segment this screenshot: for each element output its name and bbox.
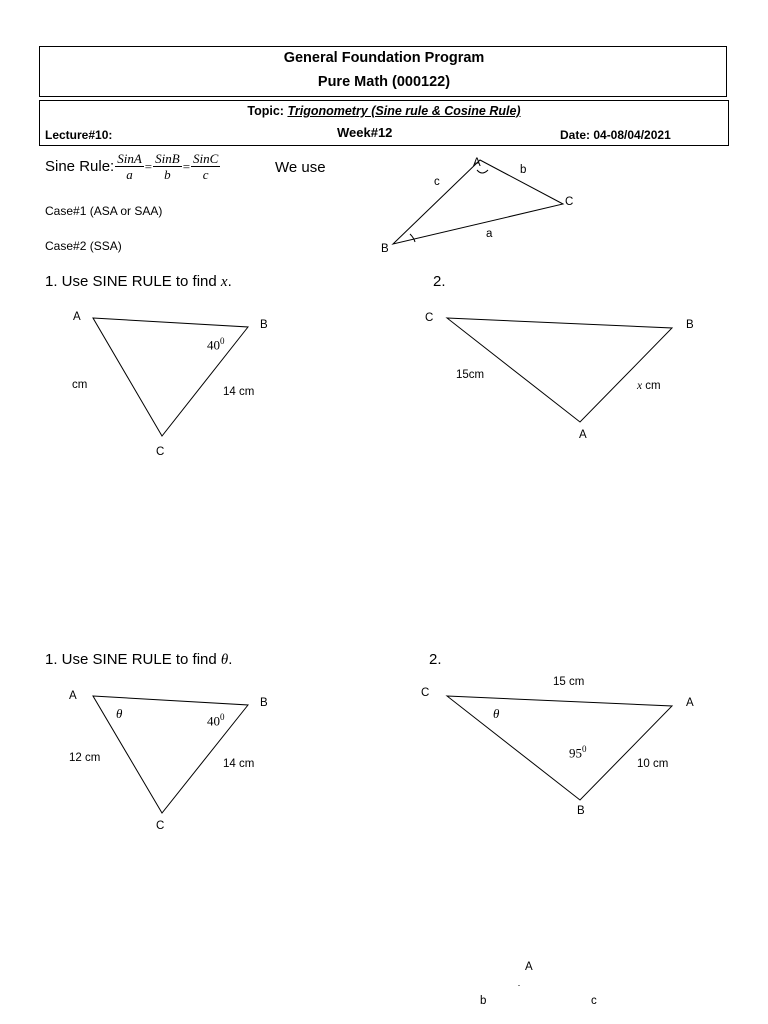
p2-t1-vertex-C: C bbox=[156, 820, 165, 832]
p2-t1-vertex-A: A bbox=[69, 690, 77, 702]
topic-text: Trigonometry (Sine rule & Cosine Rule) bbox=[287, 104, 521, 118]
footer-dot bbox=[518, 985, 520, 986]
p1-t2-side-BA bbox=[637, 380, 661, 392]
p2-q1-text: 1. Use SINE RULE to find bbox=[45, 651, 221, 668]
p1-question-2: 2. bbox=[433, 273, 446, 290]
p1-t1-angle-B bbox=[207, 336, 225, 353]
footer-side-b: b bbox=[480, 995, 487, 1007]
p2-t1-angle-B-degree: 0 bbox=[220, 712, 225, 722]
p1-t1-vertex-C: C bbox=[156, 446, 165, 458]
p2-question-2: 2. bbox=[429, 651, 442, 668]
p2-t2-vertex-A: A bbox=[686, 697, 694, 709]
p2-q1-variable: θ bbox=[220, 652, 229, 668]
p2-t2-vertex-B: B bbox=[577, 805, 585, 817]
case2-text: Case#2 (SSA) bbox=[45, 239, 122, 253]
date-label: Date: 04-08/04/2021 bbox=[560, 128, 671, 142]
lecture-label: Lecture#10: bbox=[45, 128, 113, 142]
fraction-b-numerator: SinB bbox=[155, 151, 180, 166]
p1-q1-text: 1. Use SINE RULE to find bbox=[45, 273, 221, 290]
p2-t1-angle-B-value: 40 bbox=[207, 713, 220, 729]
p2-question-1 bbox=[45, 651, 232, 669]
p2-t1-side-AC: 12 cm bbox=[69, 752, 101, 764]
p1-t2-side-BA-variable: x bbox=[637, 380, 643, 392]
ref-side-b: b bbox=[520, 164, 527, 176]
ref-vertex-B: B bbox=[381, 243, 389, 255]
case1-text: Case#1 (ASA or SAA) bbox=[45, 204, 163, 218]
p1-t2-vertex-C: C bbox=[425, 312, 434, 324]
p1-t2-vertex-B: B bbox=[686, 319, 694, 331]
sine-rule-label: Sine Rule: bbox=[45, 158, 115, 175]
p1-t1-angle-B-value: 40 bbox=[207, 337, 220, 353]
p2-t2-vertex-C: C bbox=[421, 687, 430, 699]
p2-t2-angle-theta: θ bbox=[493, 706, 500, 721]
equals-sign: = bbox=[182, 158, 191, 174]
p2-t2-side-CA: 15 cm bbox=[553, 676, 585, 688]
p2-t1-side-BC: 14 cm bbox=[223, 758, 255, 770]
p2-t2-angle-B-value: 95 bbox=[569, 745, 582, 761]
p2-t1-angle-B bbox=[207, 712, 225, 729]
p1-t2-side-CA: 15cm bbox=[456, 369, 485, 381]
triangle-p2-right bbox=[447, 696, 672, 800]
p1-t1-vertex-A: A bbox=[73, 311, 81, 323]
fraction-c-denominator: c bbox=[202, 167, 209, 182]
ref-side-a: a bbox=[486, 228, 493, 240]
p1-t1-vertex-B: B bbox=[260, 319, 268, 331]
reference-angle-B-arc bbox=[410, 234, 415, 242]
p2-t1-vertex-B: B bbox=[260, 697, 268, 709]
footer-vertex-A: A bbox=[525, 961, 533, 973]
p2-t1-angle-theta: θ bbox=[116, 706, 123, 721]
week-label: Week#12 bbox=[337, 125, 393, 140]
course-title: Pure Math (000122) bbox=[317, 74, 451, 90]
p2-t2-angle-B bbox=[569, 744, 587, 761]
ref-vertex-C: C bbox=[565, 196, 574, 208]
program-title: General Foundation Program bbox=[283, 50, 485, 66]
we-use-text: We use bbox=[275, 159, 326, 176]
p1-t2-vertex-A: A bbox=[579, 429, 587, 441]
fraction-b-denominator: b bbox=[164, 167, 171, 182]
ref-side-c: c bbox=[434, 176, 440, 188]
p2-t2-angle-B-degree: 0 bbox=[582, 744, 587, 754]
p2-t2-side-AB: 10 cm bbox=[637, 758, 669, 770]
footer-side-c: c bbox=[591, 995, 597, 1007]
fraction-c-numerator: SinC bbox=[193, 151, 219, 166]
ref-vertex-A: A bbox=[473, 157, 481, 169]
p1-t2-side-BA-unit: cm bbox=[642, 380, 661, 392]
p1-q1-end: . bbox=[227, 273, 232, 290]
p1-question-1 bbox=[45, 273, 232, 291]
fraction-a-numerator: SinA bbox=[117, 151, 142, 166]
p1-t1-side-AC: cm bbox=[72, 379, 88, 391]
p2-q1-end: . bbox=[228, 651, 233, 668]
p1-t1-angle-B-degree: 0 bbox=[220, 336, 225, 346]
fraction-a-denominator: a bbox=[126, 167, 133, 182]
topic-label: Topic: bbox=[247, 104, 288, 118]
equals-sign: = bbox=[144, 158, 153, 174]
reference-angle-A-arc bbox=[477, 170, 488, 173]
reference-triangle bbox=[393, 160, 563, 244]
p1-q1-variable: x bbox=[220, 274, 228, 290]
p1-t1-side-BC: 14 cm bbox=[223, 386, 255, 398]
